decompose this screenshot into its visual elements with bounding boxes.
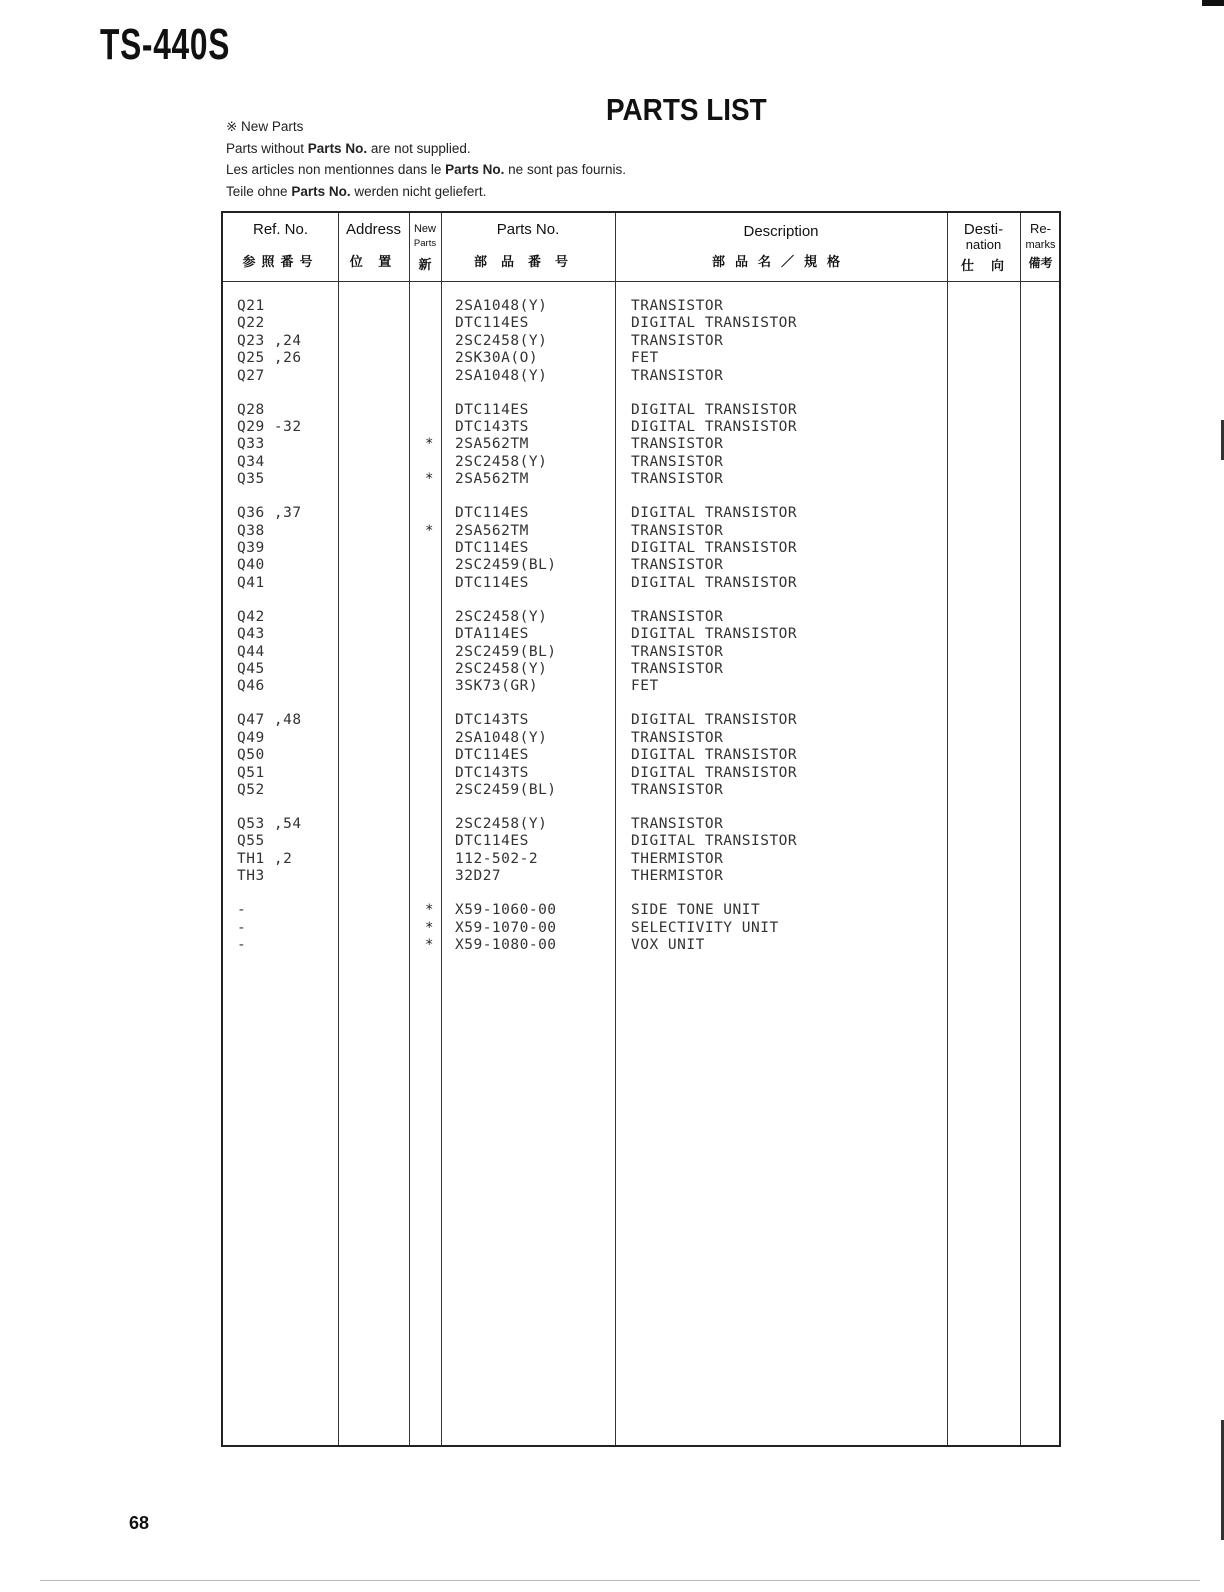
parts-no-cell: 2SA562TM bbox=[455, 471, 529, 488]
ref-no-cell: Q45 bbox=[237, 661, 265, 677]
header-new-parts: Parts bbox=[413, 238, 437, 249]
ref-no-cell: Q27 bbox=[237, 367, 265, 384]
header-address-jp: 位 置 bbox=[349, 254, 398, 269]
ref-no-cell: Q47 ,48 bbox=[237, 712, 302, 729]
ref-no-cell: Q43 bbox=[237, 626, 265, 643]
ref-no-cell: Q21 bbox=[237, 298, 265, 314]
description-cell: DIGITAL TRANSISTOR bbox=[631, 833, 798, 850]
ref-no-cell: Q41 bbox=[237, 574, 265, 591]
ref-no-cell: Q42 bbox=[237, 608, 265, 625]
header-remarks: Re- bbox=[1030, 221, 1051, 236]
notes-block bbox=[226, 116, 626, 202]
header-ref-no-jp: 参照番号 bbox=[242, 254, 319, 269]
page-bottom-line bbox=[40, 1580, 1200, 1581]
model-name: TS-440S bbox=[100, 20, 231, 69]
parts-no-cell: 2SC2458(Y) bbox=[455, 453, 548, 470]
note-line-en: Parts without Parts No. are not supplied. bbox=[226, 140, 471, 156]
ref-no-cell: Q49 bbox=[237, 729, 265, 746]
parts-no-cell: 2SC2458(Y) bbox=[455, 332, 548, 349]
ref-no-cell: Q46 bbox=[237, 678, 265, 695]
description-cell: DIGITAL TRANSISTOR bbox=[631, 401, 798, 418]
description-cell: DIGITAL TRANSISTOR bbox=[631, 540, 798, 556]
new-part-mark: * bbox=[425, 522, 434, 539]
parts-no-cell: 2SA1048(Y) bbox=[455, 367, 548, 384]
parts-no-cell: DTC114ES bbox=[455, 315, 529, 332]
parts-no-cell: DTA114ES bbox=[455, 626, 529, 643]
parts-no-cell: 2SC2458(Y) bbox=[455, 816, 548, 832]
header-ref-no: Ref. No. bbox=[252, 221, 309, 238]
parts-table bbox=[221, 211, 1061, 1447]
description-cell: DIGITAL TRANSISTOR bbox=[631, 574, 798, 591]
ref-no-cell: Q55 bbox=[237, 833, 265, 850]
ref-no-cell: Q25 ,26 bbox=[237, 350, 302, 367]
ref-no-cell: Q39 bbox=[237, 540, 265, 556]
description-cell: TRANSISTOR bbox=[631, 661, 724, 677]
parts-no-cell: X59-1070-00 bbox=[455, 919, 557, 936]
column-divider bbox=[409, 213, 410, 1445]
header-parts-no: Parts No. bbox=[496, 221, 560, 238]
page-corner-mark bbox=[1202, 0, 1224, 16]
header-new: New bbox=[413, 223, 436, 235]
page-title: PARTS LIST bbox=[606, 92, 767, 127]
header-destination: Desti- bbox=[963, 221, 1004, 238]
parts-no-cell: DTC143TS bbox=[455, 712, 529, 729]
parts-no-cell: 2SC2459(BL) bbox=[455, 643, 557, 660]
note-line-de: Teile ohne Parts No. werden nicht geliefert. bbox=[226, 183, 487, 199]
description-cell: TRANSISTOR bbox=[631, 782, 724, 798]
description-cell: DIGITAL TRANSISTOR bbox=[631, 505, 798, 522]
description-cell: VOX UNIT bbox=[631, 937, 705, 953]
description-cell: DIGITAL TRANSISTOR bbox=[631, 626, 798, 643]
description-cell: DIGITAL TRANSISTOR bbox=[631, 747, 798, 764]
description-cell: TRANSISTOR bbox=[631, 729, 724, 746]
description-cell: THERMISTOR bbox=[631, 868, 724, 885]
header-address: Address bbox=[345, 221, 402, 238]
ref-no-cell: Q50 bbox=[237, 747, 265, 764]
description-cell: DIGITAL TRANSISTOR bbox=[631, 712, 798, 729]
description-cell: TRANSISTOR bbox=[631, 436, 724, 453]
parts-no-cell: DTC114ES bbox=[455, 401, 529, 418]
column-divider bbox=[338, 213, 339, 1445]
ref-no-cell: - bbox=[237, 919, 247, 936]
description-cell: FET bbox=[631, 678, 659, 695]
ref-no-cell: Q34 bbox=[237, 453, 265, 470]
description-cell: TRANSISTOR bbox=[631, 298, 724, 314]
header-destination-jp: 仕 向 bbox=[960, 258, 1006, 273]
description-cell: SIDE TONE UNIT bbox=[631, 902, 761, 919]
parts-no-cell: 2SC2459(BL) bbox=[455, 557, 557, 574]
parts-no-cell: 2SA562TM bbox=[455, 522, 529, 539]
header-parts-no-jp: 部品番号 bbox=[473, 254, 582, 269]
ref-no-cell: Q44 bbox=[237, 643, 265, 660]
description-cell: TRANSISTOR bbox=[631, 332, 724, 349]
ref-no-cell: Q29 -32 bbox=[237, 419, 302, 435]
ref-no-cell: Q52 bbox=[237, 782, 265, 798]
parts-no-cell: 2SA1048(Y) bbox=[455, 298, 548, 314]
description-cell: FET bbox=[631, 350, 659, 367]
parts-no-cell: 2SA562TM bbox=[455, 436, 529, 453]
description-cell: TRANSISTOR bbox=[631, 643, 724, 660]
ref-no-cell: - bbox=[237, 902, 247, 919]
page-number: 68 bbox=[129, 1513, 150, 1533]
note-new-parts: ※ New Parts bbox=[226, 119, 304, 134]
parts-no-cell: 2SC2458(Y) bbox=[455, 608, 548, 625]
header-new-jp: 新 bbox=[418, 257, 432, 272]
new-part-mark: * bbox=[425, 471, 434, 488]
ref-no-cell: Q35 bbox=[237, 471, 265, 488]
parts-no-cell: DTC143TS bbox=[455, 764, 529, 781]
column-divider bbox=[441, 213, 442, 1445]
parts-no-cell: 112-502-2 bbox=[455, 850, 539, 867]
description-cell: TRANSISTOR bbox=[631, 522, 724, 539]
column-divider bbox=[947, 213, 948, 1445]
header-description-jp: 部品名／規格 bbox=[711, 254, 850, 269]
description-cell: THERMISTOR bbox=[631, 850, 724, 867]
description-cell: TRANSISTOR bbox=[631, 816, 724, 832]
parts-no-cell: 2SC2459(BL) bbox=[455, 782, 557, 798]
parts-no-cell: X59-1060-00 bbox=[455, 902, 557, 919]
ref-no-cell: Q28 bbox=[237, 401, 265, 418]
parts-no-cell: 32D27 bbox=[455, 868, 502, 885]
ref-no-cell: Q22 bbox=[237, 315, 265, 332]
description-cell: TRANSISTOR bbox=[631, 557, 724, 574]
parts-no-cell: DTC114ES bbox=[455, 540, 529, 556]
parts-no-cell: DTC143TS bbox=[455, 419, 529, 435]
description-cell: TRANSISTOR bbox=[631, 453, 724, 470]
parts-no-cell: 2SA1048(Y) bbox=[455, 729, 548, 746]
ref-no-cell: - bbox=[237, 937, 247, 953]
parts-no-cell: DTC114ES bbox=[455, 574, 529, 591]
ref-no-cell: TH3 bbox=[237, 868, 265, 885]
description-cell: TRANSISTOR bbox=[631, 367, 724, 384]
parts-no-cell: DTC114ES bbox=[455, 833, 529, 850]
ref-no-cell: Q38 bbox=[237, 522, 265, 539]
ref-no-cell: Q53 ,54 bbox=[237, 816, 302, 832]
description-cell: DIGITAL TRANSISTOR bbox=[631, 764, 798, 781]
parts-no-cell: 3SK73(GR) bbox=[455, 678, 539, 695]
ref-no-cell: Q51 bbox=[237, 764, 265, 781]
column-divider bbox=[1020, 213, 1021, 1445]
ref-no-cell: Q40 bbox=[237, 557, 265, 574]
description-cell: SELECTIVITY UNIT bbox=[631, 919, 779, 936]
new-part-mark: * bbox=[425, 902, 434, 919]
header-divider bbox=[223, 281, 1059, 282]
parts-no-cell: 2SK30A(O) bbox=[455, 350, 539, 367]
note-line-fr: Les articles non mentionnes dans le Parts No. ne sont pas fournis. bbox=[226, 162, 626, 177]
ref-no-cell: Q36 ,37 bbox=[237, 505, 302, 522]
description-cell: DIGITAL TRANSISTOR bbox=[631, 419, 798, 435]
parts-no-cell: DTC114ES bbox=[455, 505, 529, 522]
description-cell: TRANSISTOR bbox=[631, 608, 724, 625]
parts-no-cell: 2SC2458(Y) bbox=[455, 661, 548, 677]
description-cell: TRANSISTOR bbox=[631, 471, 724, 488]
description-cell: DIGITAL TRANSISTOR bbox=[631, 315, 798, 332]
header-remarks-2: marks bbox=[1025, 239, 1056, 251]
ref-no-cell: Q33 bbox=[237, 436, 265, 453]
header-remarks-jp: 備考 bbox=[1028, 256, 1053, 270]
new-part-mark: * bbox=[425, 436, 434, 453]
new-part-mark: * bbox=[425, 919, 434, 936]
header-destination-2: nation bbox=[965, 237, 1002, 252]
parts-no-cell: X59-1080-00 bbox=[455, 937, 557, 953]
header-description: Description bbox=[743, 223, 819, 240]
new-part-mark: * bbox=[425, 937, 434, 953]
ref-no-cell: Q23 ,24 bbox=[237, 332, 302, 349]
ref-no-cell: TH1 ,2 bbox=[237, 850, 293, 867]
parts-no-cell: DTC114ES bbox=[455, 747, 529, 764]
column-divider bbox=[615, 213, 616, 1445]
